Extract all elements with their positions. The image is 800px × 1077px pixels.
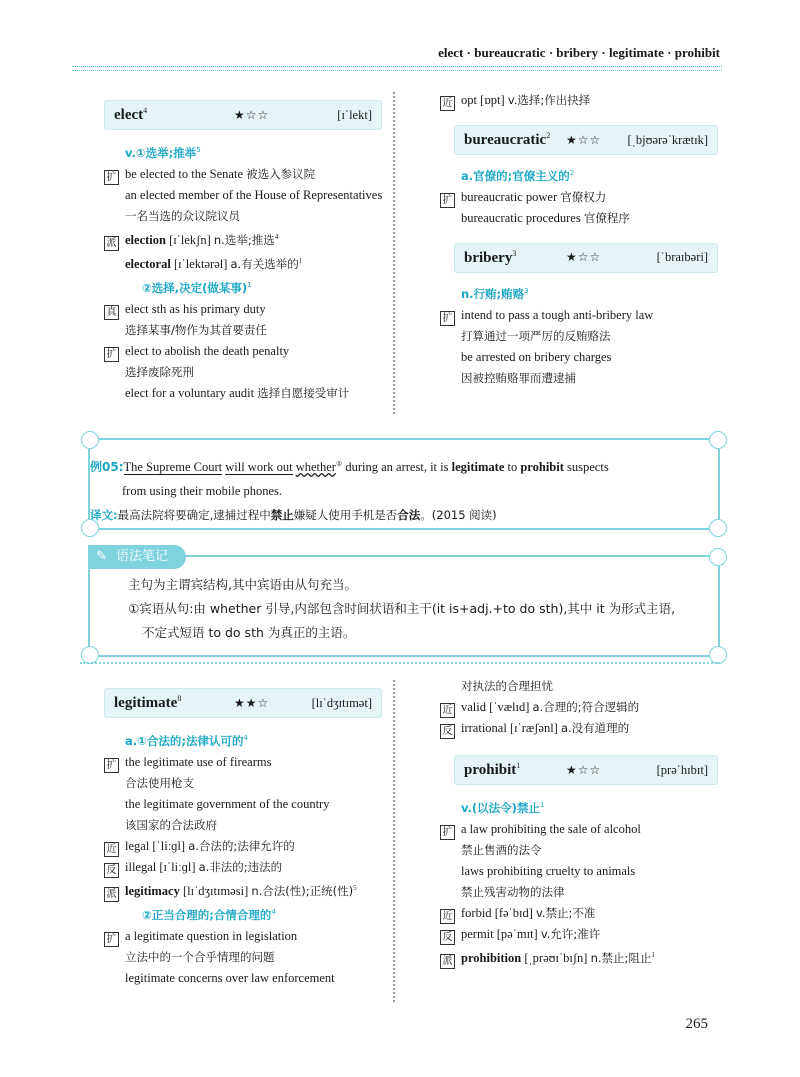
sense-label: n.行贿;贿赂$^3$ (461, 286, 529, 301)
star-rating: ★☆☆ (566, 132, 602, 147)
ant-word: irrational (461, 721, 507, 735)
ant-word: permit (461, 926, 494, 941)
example-cn: 选择废除死刑 (125, 364, 194, 379)
syn-word: valid (461, 700, 486, 714)
example-cn: 对执法的合理担忧 (461, 679, 553, 693)
phonetic: [lɪˈdʒɪtɪmət] (311, 695, 372, 710)
corner-ornament (81, 431, 99, 449)
headword: elect$^4$ (114, 106, 148, 123)
right-column-top (440, 90, 718, 389)
example-en: be arrested on bribery charges (461, 349, 612, 364)
example-en: be elected to the Senate (125, 166, 243, 181)
tag-ant: 反 (440, 930, 455, 945)
tag-syn: 近 (440, 703, 455, 718)
syn-word: legal (125, 838, 150, 853)
tag-syn: 近 (440, 909, 455, 924)
section-divider (80, 662, 720, 664)
right-column-bottom: 对执法的合理担忧 近 valid [ˈvælɪd] a.合理的;符合逻辑的 反 irrational [ɪˈræʃənl] a.没有道理的 prohibit$^1$ ★☆☆ [prəˈhɪbɪt] v.(以法令)禁止$^1$ 扩 a law prohibiting the sale of alcohol 禁止售酒的法令 laws prohibiting cruelty to animals 禁止残害动物的法律 近 forbid [fəˈbɪd] v.禁止;不准 反 permit [pəˈmɪt] v.允许;准许 派 prohibition [ˌprəʊɪˈbɪʃn] n.禁止;阻止$^1$ (440, 676, 718, 969)
derived-pos: a.有关选举的 (230, 257, 299, 272)
syn-pos: v.禁止;不准 (535, 905, 596, 920)
syn-word: forbid (461, 905, 492, 920)
syn-phonetic: [fəˈbɪd] (494, 905, 533, 920)
header-rule-2 (72, 70, 722, 71)
tag-syn: 近 (104, 842, 119, 857)
example-cn: 禁止售酒的法令 (461, 842, 542, 857)
headword-box-bribery (454, 243, 718, 273)
headword-box-bureaucratic (454, 125, 718, 155)
column-divider-top (393, 92, 403, 414)
running-header: elect · bureaucratic · bribery · legitimate · prohibit (438, 45, 720, 60)
derived-phonetic: [lɪˈdʒɪtɪməsi] (182, 883, 249, 898)
example-cn: 禁止残害动物的法律 (461, 884, 565, 899)
sense-label: a.官僚的;官僚主义的$^2$ (461, 168, 575, 183)
grammar-notes-box (88, 549, 720, 657)
syn-pos: a.合法的;法律允许的 (188, 838, 295, 853)
example-en: a law prohibiting the sale of alcohol (461, 821, 641, 836)
example-cn: 打算通过一项严厉的反贿赂法 (461, 328, 611, 343)
header-rule (72, 66, 722, 67)
ant-pos: a.没有道理的 (560, 721, 630, 735)
corner-ornament (709, 431, 727, 449)
grammar-notes-tag: ✎ 语法笔记 (88, 545, 186, 569)
headword-box-elect (104, 100, 382, 130)
sense-label: ②选择,决定(做某事)$^1$ (142, 280, 252, 295)
tag-ext: 扩 (104, 170, 119, 185)
derived-word: electoral (125, 257, 171, 272)
example-en: bureaucratic power (461, 189, 558, 204)
sense-label: ②正当合理的;合情合理的$^4$ (142, 907, 276, 922)
ant-word: illegal (125, 859, 157, 874)
example-cn: 官僚程序 (583, 210, 630, 225)
example-en: elect to abolish the death penalty (125, 343, 290, 358)
headword: prohibit$^1$ (464, 761, 521, 778)
derived-word: prohibition (461, 950, 522, 965)
example-en: legitimate concerns over law enforcement (125, 970, 335, 985)
example-sentence: 例05:The Supreme Court will work out whether① during an arrest, it is legitimate to prohibit suspects from using their mobile phones. 译文:最高法院将要确定,逮捕过程中禁止嫌疑人使用手机是否合法。(2015 阅读) (90, 452, 714, 527)
headword-box-legitimate (104, 688, 382, 718)
tag-der: 派 (440, 954, 455, 969)
headword: legitimate$^8$ (114, 694, 182, 711)
example-en: the legitimate use of firearms (125, 754, 272, 769)
syn-phonetic: [ˈvælɪd] (489, 700, 530, 714)
page-number: 265 (685, 1016, 708, 1032)
example-cn: 合法使用枪支 (125, 775, 194, 790)
ant-pos: v.允许;准许 (540, 926, 601, 941)
example-cn: 选择某事/物作为其首要责任 (125, 322, 267, 337)
example-en: intend to pass a tough anti-bribery law (461, 307, 654, 322)
example-cn: 一名当选的众议院议员 (125, 208, 240, 223)
corner-ornament (709, 548, 727, 566)
star-rating: ★☆☆ (566, 250, 602, 265)
example-en: laws prohibiting cruelty to animals (461, 863, 636, 878)
syn-phonetic: [ɒpt] (480, 93, 505, 107)
phonetic: [ˈbraɪbəri] (656, 250, 708, 265)
star-rating: ★☆☆ (566, 762, 602, 777)
ant-pos: a.非法的;违法的 (198, 859, 283, 874)
phonetic: [ɪˈlekt] (337, 107, 372, 122)
tag-der: 派 (104, 887, 119, 902)
derived-word: election (125, 232, 166, 247)
grammar-notes-text: 主句为主谓宾结构,其中宾语由从句充当。 ①宾语从句:由 whether 引导,内部包含时间状语和主干(it is+adj.+to do sth),其中 it 为形式主语, 不定式短语 to do sth 为真正的主语。 (128, 577, 676, 640)
tag-ext: 扩 (440, 825, 455, 840)
headword: bureaucratic$^2$ (464, 131, 551, 148)
derived-pos: n.合法(性);正统(性) (251, 883, 354, 898)
example-en: bureaucratic procedures (461, 210, 581, 225)
example-en: elect sth as his primary duty (125, 301, 266, 316)
derived-pos: n.禁止;阻止 (590, 950, 652, 965)
syn-pos: a.合理的;符合逻辑的 (532, 700, 640, 714)
tag-real: 真 (104, 305, 119, 320)
phonetic: [ˌbjʊərəˈkrætɪk] (627, 132, 708, 147)
example-en: elect for a voluntary audit (125, 385, 255, 400)
sense-label: v.①选举;推举$^5$ (125, 145, 201, 160)
example-en: the legitimate government of the country (125, 796, 330, 811)
tag-ant: 反 (440, 724, 455, 739)
example-sentence-line2: from using their mobile phones. (122, 484, 283, 499)
pen-icon: ✎ (96, 549, 107, 564)
tag-ext: 扩 (104, 932, 119, 947)
example-cn: 该国家的合法政府 (125, 817, 217, 832)
sense-label: v.(以法令)禁止$^1$ (461, 800, 545, 815)
ant-phonetic: [ɪˈræʃənl] (509, 721, 558, 735)
example-cn: 被选入参议院 (246, 166, 316, 181)
derived-pos: n.选举;推选 (213, 232, 275, 247)
headword: bribery$^3$ (464, 248, 517, 266)
column-divider-bottom (393, 680, 403, 1002)
ant-phonetic: [pəˈmɪt] (496, 926, 538, 941)
star-rating: ★★☆ (234, 695, 270, 710)
derived-phonetic: [ˌprəʊɪˈbɪʃn] (524, 950, 588, 965)
tag-syn: 近 (440, 96, 455, 111)
entry-elect: elect$^4$ ★☆☆ [ɪˈlekt] v.①选举;推举$^5$ 扩 be elected to the Senate 被选入参议院 an elected member of the House of Representatives 一名当选的众议院议员 派 election [ɪˈlekʃn] n.选举;推选$^4$ electoral [ɪˈlektərəl] a.有关选举的$^1$ ②选择,决定(做某事)$^1$ 真 elect sth as his primary duty 选择某事/物作为其首要责任 扩 elect to abolish the death penalty 选择废除死刑 elect for a voluntary audit 选择自愿接受审计 (104, 100, 382, 404)
example-sentence-box (88, 438, 720, 530)
sense-label: a.①合法的;法律认可的$^4$ (125, 733, 248, 748)
ant-phonetic: [ɪˈliːɡl] (159, 859, 196, 874)
tag-ant: 反 (104, 863, 119, 878)
example-cn: 选择自愿接受审计 (257, 385, 350, 400)
derived-phonetic: [ɪˈlekʃn] (169, 232, 211, 247)
derived-word: legitimacy (125, 883, 180, 898)
translation: 译文:最高法院将要确定,逮捕过程中禁止嫌疑人使用手机是否合法。(2015 阅读) (90, 508, 497, 523)
tag-ext: 扩 (104, 758, 119, 773)
headword-box-prohibit (454, 755, 718, 785)
entry-legitimate: legitimate$^8$ ★★☆ [lɪˈdʒɪtɪmət] a.①合法的;法律认可的$^4$ 扩 the legitimate use of firearms 合法使用枪支 the legitimate government of the country 该国家的合法政府 近 legal [ˈliːɡl] a.合法的;法律允许的 反 illegal [ɪˈliːɡl] a.非法的;违法的 派 legitimacy [lɪˈdʒɪtɪməsi] n.合法(性);正统(性)$^5$ ②正当合理的;合情合理的$^4$ 扩 a legitimate question in legislation 立法中的一个合乎情理的问题 legitimate concerns over law enforcement (104, 688, 382, 989)
phonetic: [prəˈhɪbɪt] (656, 762, 708, 777)
syn-word: opt (461, 93, 477, 107)
example-cn: 因被控贿赂罪而遭逮捕 (461, 370, 576, 385)
tag-ext: 扩 (104, 347, 119, 362)
tag-ext: 扩 (440, 193, 455, 208)
tag-ext: 扩 (440, 311, 455, 326)
example-cn: 官僚权力 (560, 189, 607, 204)
derived-phonetic: [ɪˈlektərəl] (173, 257, 228, 272)
example-cn: 立法中的一个合乎情理的问题 (125, 949, 275, 964)
example-label: 例05: (90, 460, 124, 475)
example-en: an elected member of the House of Representatives (125, 187, 383, 202)
tag-der: 派 (104, 236, 119, 251)
syn-phonetic: [ˈliːɡl] (152, 838, 186, 853)
star-rating: ★☆☆ (234, 107, 270, 122)
example-en: a legitimate question in legislation (125, 928, 298, 943)
syn-pos: v.选择;作出抉择 (507, 93, 591, 107)
